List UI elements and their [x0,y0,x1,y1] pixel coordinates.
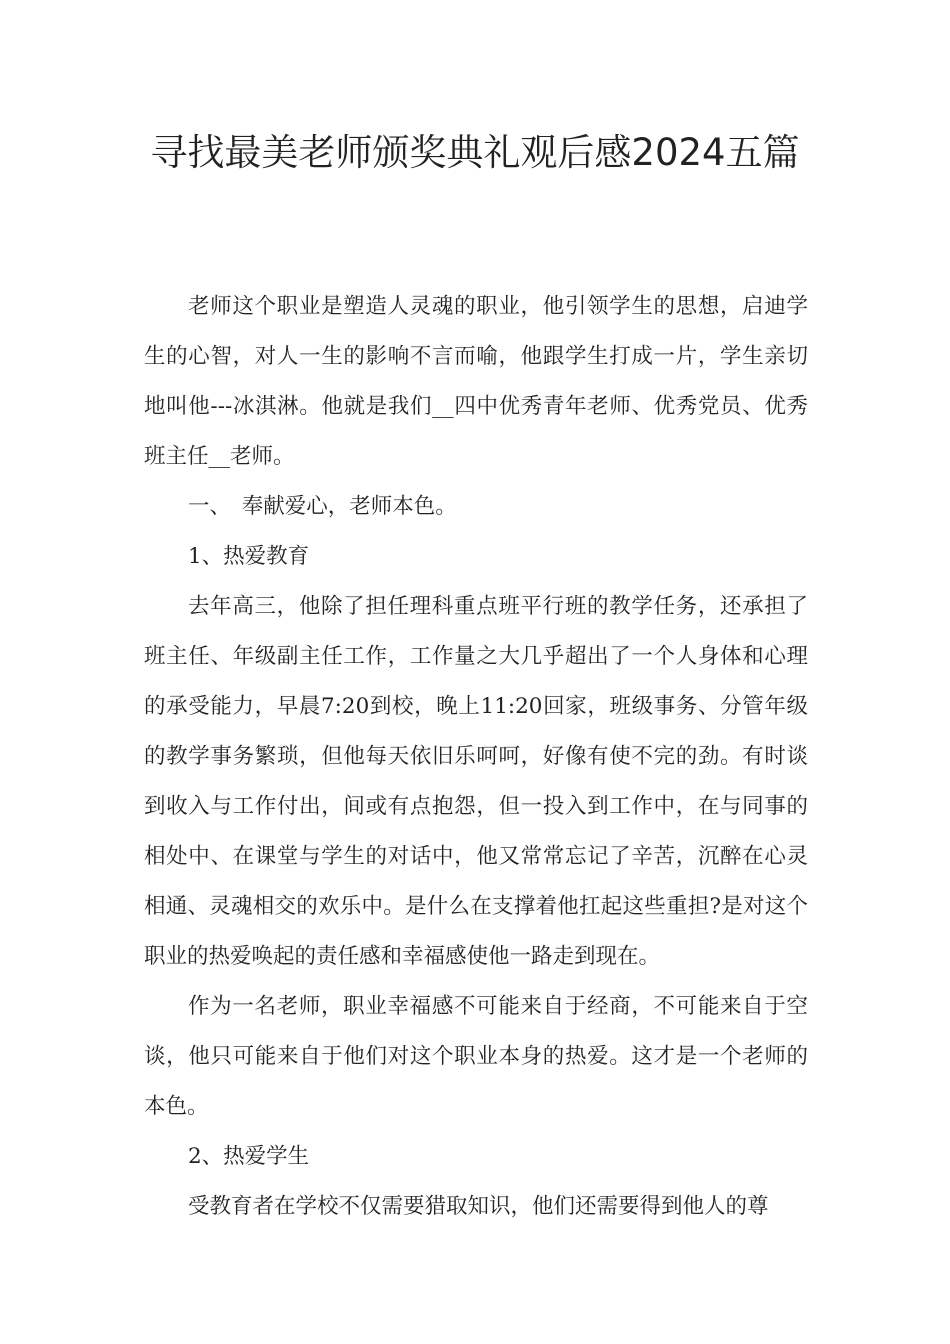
document-title: 寻找最美老师颁奖典礼观后感2024五篇 [150,131,800,174]
paragraph-love-education: 去年高三，他除了担任理科重点班平行班的教学任务，还承担了班主任、年级副主任工作，工作量之大几乎超出了一个人身体和心理的承受能力，早晨7:20到校，晚上11:20回家，班级事务、分管年级的教学事务繁琐，但他每天依旧乐呵呵，好像有使不完的劲。有时谈到收入与工作付出，间或有点抱怨，但一投入到工作中，在与同事的相处中、在课堂与学生的对话中，他又常常忘记了辛苦，沉醉在心灵相通、灵魂相交的欢乐中。是什么在支撑着他扛起这些重担?是对这个职业的热爱唤起的责任感和幸福感使他一路走到现在。 [144,594,808,969]
paragraph-love-students: 受教育者在学校不仅需要猎取知识，他们还需要得到他人的尊 [188,1194,769,1219]
paragraph-intro: 老师这个职业是塑造人灵魂的职业，他引领学生的思想，启迪学生的心智，对人一生的影响不言而喻，他跟学生打成一片，学生亲切地叫他---冰淇淋。他就是我们__四中优秀青年老师、优秀党员、优秀班主任__老师。 [144,294,808,469]
subheading-2: 2、热爱学生 [188,1144,310,1169]
subheading-1: 1、热爱教育 [188,544,310,569]
paragraph-teacher-essence: 作为一名老师，职业幸福感不可能来自于经商，不可能来自于空谈，他只可能来自于他们对这个职业本身的热爱。这才是一个老师的本色。 [144,994,808,1119]
document-body [144,282,808,1232]
section-heading-1: 一、 奉献爱心，老师本色。 [188,494,457,519]
